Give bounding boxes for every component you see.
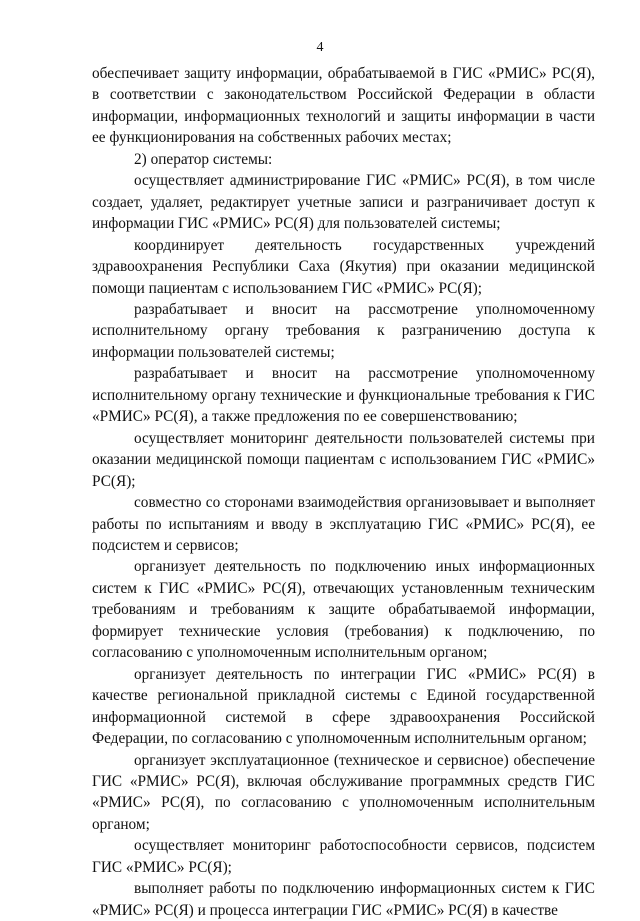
paragraph-6: разрабатывает и вносит на рассмотрение уполномоченному исполнительному органу технические и функциональные требования к ГИС «РМИС» РС(Я), а также предложения по ее совершенствованию; [92, 365, 595, 426]
paragraph-13: выполняет работы по подключению информационных систем к ГИС «РМИС» РС(Я) и процесса интеграции ГИС «РМИС» РС(Я) в качестве [92, 880, 595, 919]
paragraph-11: организует эксплуатационное (техническое и сервисное) обеспечение ГИС «РМИС» РС(Я), включая обслуживание программных средств ГИС «РМИС» РС(Я), по согласованию с уполномоченным исполнительным органом; [92, 751, 595, 833]
paragraph-12: осуществляет мониторинг работоспособности сервисов, подсистем ГИС «РМИС» РС(Я); [92, 837, 595, 876]
paragraph-2: 2) оператор системы: [134, 150, 273, 168]
paragraph-5: разрабатывает и вносит на рассмотрение уполномоченному исполнительному органу требования к разграничению доступа к информации пользователей системы; [92, 300, 595, 361]
paragraph-3: осуществляет администрирование ГИС «РМИС» РС(Я), в том числе создает, удаляет, редактирует учетные записи и разграничивает доступ к информации ГИС «РМИС» РС(Я) для пользователей системы; [92, 172, 595, 233]
paragraph-9: организует деятельность по подключению иных информационных систем к ГИС «РМИС» РС(Я), отвечающих установленным техническим требованиям и требованиям к защите обрабатываемой информации, формирует технические условия (требования) к подключению, по согласованию с уполномоченным исполнительным органом; [92, 558, 595, 662]
body-text [92, 63, 595, 921]
paragraph-7: осуществляет мониторинг деятельности пользователей системы при оказании медицинской помощи пациентам с использованием ГИС «РМИС» РС(Я); [92, 429, 595, 490]
paragraph-8: совместно со сторонами взаимодействия организовывает и выполняет работы по испытаниям и вводу в эксплуатацию ГИС «РМИС» РС(Я), ее подсистем и сервисов; [92, 494, 595, 554]
paragraph-1: обеспечивает защиту информации, обрабатываемой в ГИС «РМИС» РС(Я), в соответствии с законодательством Российской Федерации в области информации, информационных технологий и защиты информации в части ее функционирования на собственных рабочих местах; [92, 65, 595, 147]
paragraph-4: координирует деятельность государственных учреждений здравоохранения Республики Саха (Якутия) при оказании медицинской помощи пациентам с использованием ГИС «РМИС» РС(Я); [92, 236, 595, 297]
page-number: 4 [316, 40, 324, 55]
paragraph-10: организует деятельность по интеграции ГИС «РМИС» РС(Я) в качестве региональной прикладной системы с Единой государственной информационной системой в сфере здравоохранения Российской Федерации, по согласованию с уполномоченным исполнительным органом; [92, 665, 595, 748]
